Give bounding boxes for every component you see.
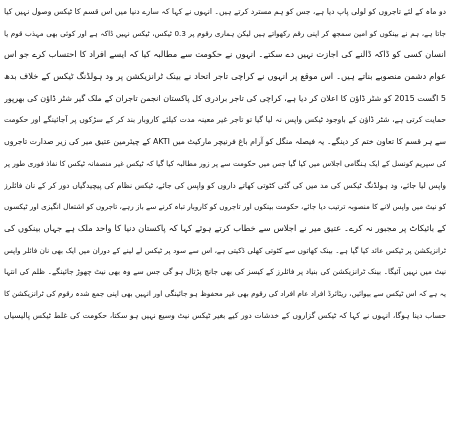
article-line-1: دو ماہ کے لئے تاجروں کو لولی پاپ دیا ہے، جس کو ہم مسترد کرتے ہیں۔ انہوں نے کہا کہ سارے دنیا میں اس قسم کا ٹیکس وصول نہیں کیا [4,7,446,16]
article-line-13: نیٹ میں نہیں آئیگا۔ بینک ٹرانزیکشن کی بنیاد پر فائلرز کے کیسز کی بھی جانچ پڑتال ہو گی جس سے وہ بھی نیٹ چھوڑ جائینگے۔ ظلم کی انتہا [4,267,446,277]
article-line-7: سے ہر قسم کا تعاون ختم کر دینگے۔ یہ فیصلہ منگل کو آرام باغ فرنیچر مارکیٹ میں AKTI کے چیئرمین عتیق میر کی زیر صدارت تاجروں [4,137,446,147]
article-line-12: ٹرانزیکشن پر ٹیکس عائد کیا گیا ہے۔ بینک کھاتوں سے کٹوتی کھلی ڈکیتی ہے، اس سے سود پر ٹیکس لے لینے کے دوران میں ایک بھی نان فائلر واپس [4,245,446,255]
article-line-4: عوام دشمن منصوبے بناتے ہیں۔ اس موقع پر انہوں نے کراچی تاجر اتحاد نے بینک ٹرانزیکشن پر ود ہولڈنگ ٹیکس کے خلاف بدھ [4,71,446,82]
article-line-14: یہ ہے کہ اس ٹیکس سے بیوائیں، ریٹائرڈ افراد عام افراد کی رقوم بھی غیر محفوظ ہو جائینگی اور انہیں بھی اپنی جمع شدہ رقوم کی ٹرانزیکشن کا [4,288,446,298]
article-line-9: واپس لیا جائے، ود ہولڈنگ ٹیکس کی مد میں کی گئی کٹوتی کھاتے داروں کو واپس کی جائے، ٹیکس نظام کی پیچیدگیاں دور کر کے نان فائلرز [4,180,446,190]
article-line-15: حساب دینا ہوگا، انہوں نے کہا کہ ٹیکس گزاروں کے خدشات دور کیے بغیر ٹیکس نیٹ وسیع نہیں ہو سکتا، حکومت کی غلط ٹیکس پالیسیاں [4,310,446,320]
article-line-3: انسان کسی کو ڈاکہ ڈالنے کی اجازت نہیں دے سکتے۔ انہوں نے حکومت سے مطالبہ کیا کہ ایسے افراد کا احتساب کرے جو اس [4,49,446,60]
article-line-8: کی سپریم کونسل کے ایک ہنگامی اجلاس میں کیا گیا جس میں حکومت سے پر زور مطالبہ کیا گیا کہ ٹیکس غیر منصفانہ ٹیکس کا نفاذ فوری طور پر [4,158,446,168]
article-line-10: کو نیٹ میں واپس لانے کا منصوبہ ترتیب دیا جائے، حکومت بینکوں اور تاجروں کو کاروبار تباہ کرنے سے باز رہے، تاجروں کو اشتعال انگیزی اور ٹیکسوں [4,202,446,212]
article-line-11: کے بائیکاٹ پر مجبور نہ کرے۔ عتیق میر نے اجلاس سے خطاب کرتے ہوئے کہا کہ پاکستان دنیا کا واحد ملک ہے جہاں بینکوں کی [4,222,446,233]
article-line-2: جاتا ہے، ہم نے بینکوں کو امین سمجھ کر اپنی رقم رکھواتے ہیں لیکن ہماری رقوم پر 0.3 ٹیکس، ٹیکس نہیں ڈاکہ ہے اور کوئی بھی مہذب قوم یا [4,28,446,38]
article-line-5: 5 اگست 2015 کو شٹر ڈاؤن کا اعلان کر دیا ہے، کراچی کی تاجر برادری کل پاکستان انجمن تاجران کے ملک گیر شٹر ڈاؤن کی بھرپور [4,93,446,103]
article-line-6: حمایت کرتی ہے، شٹر ڈاؤن کے باوجود ٹیکس واپس نہ لیا گیا تو تاجر غیر معینہ مدت کیلئے کاروبار بند کر کے سڑکوں پر آجائینگے اور حکومت [4,115,446,125]
